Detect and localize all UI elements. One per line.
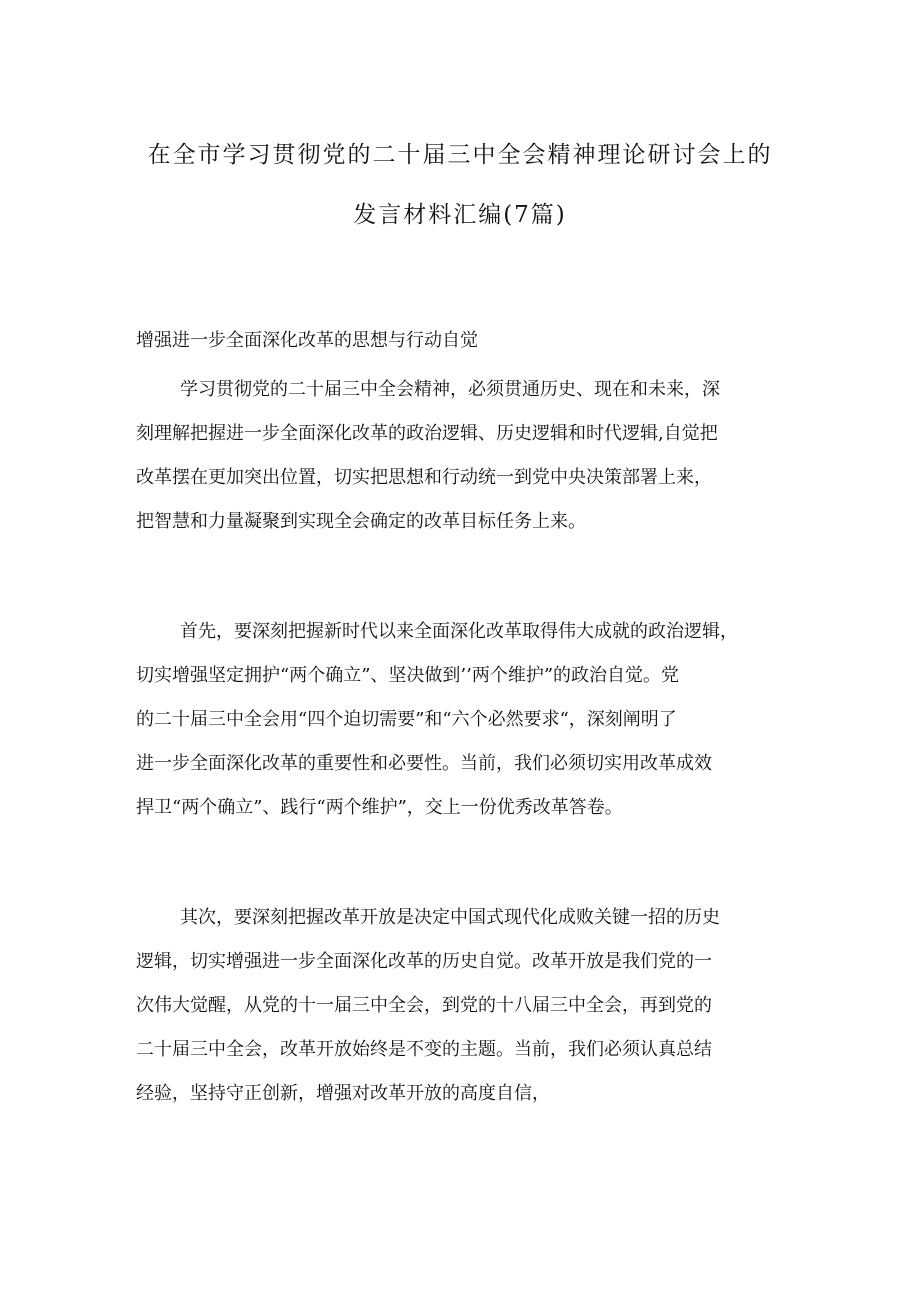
paragraph-line: 经验，坚持守正创新，增强对改革开放的高度自信， (136, 1083, 550, 1104)
paragraph-line: 二十届三中全会，改革开放始终是不变的主题。当前，我们必须认真总结 (136, 1039, 712, 1060)
paragraph-line: 首先，要深刻把握新时代以来全面深化改革取得伟大成就的政治逻辑， (180, 621, 738, 642)
paragraph-line: 次伟大觉醒，从党的十一届三中全会，到党的十八届三中全会，再到党的 (136, 995, 712, 1016)
paragraph-line: 切实增强坚定拥护“两个确立”、坚决做到’’两个维护”的政治自觉。党 (136, 665, 680, 686)
paragraph-1 (136, 376, 790, 552)
paragraph-3 (136, 904, 790, 1124)
paragraph-line: 其次，要深刻把握改革开放是决定中国式现代化成败关键一招的历史 (180, 907, 720, 928)
paragraph-line: 逻辑，切实增强进一步全面深化改革的历史自觉。改革开放是我们党的一 (136, 951, 712, 972)
paragraph-line: 学习贯彻党的二十届三中全会精神，必须贯通历史、现在和未来，深 (180, 379, 720, 400)
paragraph-line: 把智慧和力量凝聚到实现全会确定的改革目标任务上来。 (136, 511, 586, 532)
paragraph-line: 的二十届三中全会用“四个迫切需要”和“六个必然要求“，深刻阐明了 (136, 709, 677, 730)
paragraph-line: 进一步全面深化改革的重要性和必要性。当前，我们必须切实用改革成效 (136, 753, 712, 774)
section-heading: 增强进一步全面深化改革的思想与行动自觉 (136, 330, 478, 351)
paragraph-2 (136, 618, 790, 838)
document-title-line-1: 在全市学习贯彻党的二十届三中全会精神理论研讨会上的 (147, 142, 773, 168)
paragraph-line: 刻理解把握进一步全面深化改革的政治逻辑、历史逻辑和时代逻辑,自觉把 (136, 423, 718, 444)
document-title-line-2: 发言材料汇编(7篇) (353, 202, 567, 228)
paragraph-line: 捍卫“两个确立”、践行“两个维护”，交上一份优秀改革答卷。 (136, 797, 623, 818)
paragraph-line: 改革摆在更加突出位置，切实把思想和行动统一到党中央决策部署上来， (136, 467, 712, 488)
